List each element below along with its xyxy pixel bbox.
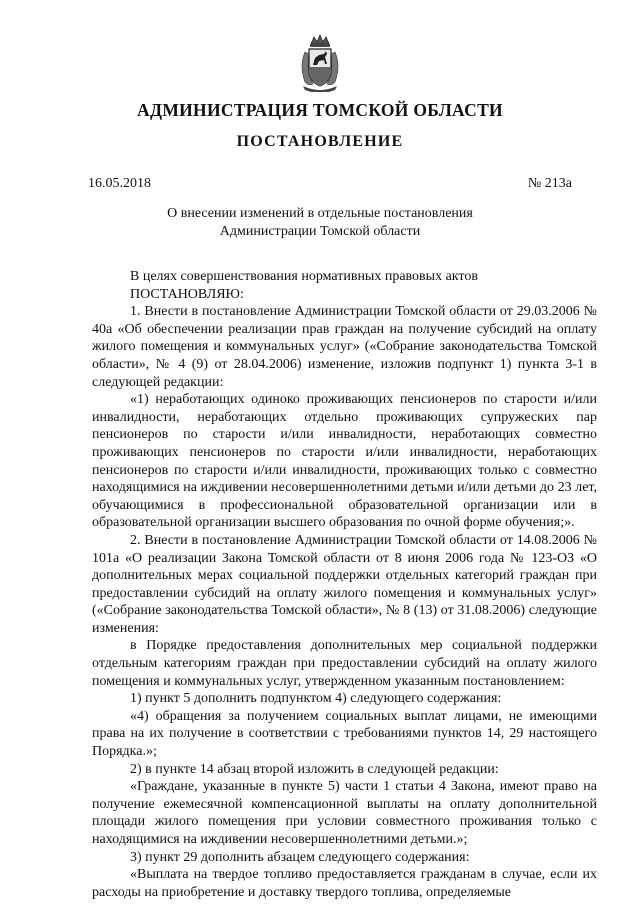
paragraph-item-1-quote: «1) неработающих одиноко проживающих пенсионеров по старости и/или инвалидности, неработающих отдельно проживающих супружеских пар пенсионеров по старости и/или инвалидности, неработающих совместно проживающих пенсионеров по старости и/или инвалидности, неработающих пенсионеров по старости и/или инвалидности, проживающих только с совместно находящимися на иждивении несовершеннолетними детьми и/или детьми до 23 лет, обучающимися в профессиональной образовательной организации или в образовательной организации высшего образования по очной форме обучения;». <box>92 392 597 531</box>
preamble: В целях совершенствования нормативных правовых актов <box>130 269 478 284</box>
document-date: 16.05.2018 <box>88 176 151 191</box>
resolve-word: ПОСТАНОВЛЯЮ: <box>130 286 244 302</box>
coat-of-arms-icon <box>297 34 343 92</box>
subitem-3: 3) пункт 29 дополнить абзацем следующего содержания: <box>130 849 470 865</box>
subject-line-2: Администрации Томской области <box>219 224 421 239</box>
document-number: № 213а <box>527 176 572 191</box>
subitem-2-quote: «Граждане, указанные в пункте 5) части 1 статьи 4 Закона, имеют право на получение ежемесячной компенсационной выплаты на оплату дополнительной площади жилого помещения при условии совместного проживания только с находящимися на иждивении несовершеннолетними детьми.»; <box>92 779 597 847</box>
paragraph-item-2-intro: в Порядке предоставления дополнительных мер социальной поддержки отдельным категориям граждан при предоставлении субсидий на оплату жилого помещения и коммунальных услуг, утвержденном указанным постановлением: <box>92 638 597 689</box>
organization-title: АДМИНИСТРАЦИЯ ТОМСКОЙ ОБЛАСТИ <box>137 100 503 120</box>
document-type: ПОСТАНОВЛЕНИЕ <box>236 133 404 150</box>
subject-line-1: О внесении изменений в отдельные постановления <box>167 206 473 221</box>
subitem-3-quote: «Выплата на твердое топливо предоставляется гражданам в случае, если их расходы на приобретение и доставку твердого топлива, определяемые <box>92 867 597 900</box>
subitem-1-quote: «4) обращения за получением социальных выплат лицами, не имеющими права на их получение в соответствии с требованиями пунктов 14, 29 настоящего Порядка.»; <box>92 708 597 760</box>
subitem-2: 2) в пункте 14 абзац второй изложить в следующей редакции: <box>130 761 499 777</box>
subitem-1: 1) пункт 5 дополнить подпунктом 4) следующего содержания: <box>130 691 502 707</box>
document-body <box>92 268 597 901</box>
document-subject <box>0 205 640 241</box>
paragraph-item-1: 1. Внести в постановление Администрации Томской области от 29.03.2006 № 40а «Об обеспечении реализации прав граждан на получение субсидий на оплату жилого помещения и коммунальных услуг» («Собрание законодательства Томской области», № 4 (9) от 28.04.2006) изменение, изложив подпункт 1) пункта 3-1 в следующей редакции: <box>92 304 597 390</box>
paragraph-item-2: 2. Внести в постановление Администрации Томской области от 14.08.2006 № 101а «О реализации Закона Томской области от 8 июня 2006 года № 123-ОЗ «О дополнительных мерах социальной поддержки отдельных категорий граждан при предоставлении субсидий на оплату жилого помещения и коммунальных услуг» («Собрание законодательства Томской области», № 8 (13) от 31.08.2006) следующие изменения: <box>92 532 597 636</box>
